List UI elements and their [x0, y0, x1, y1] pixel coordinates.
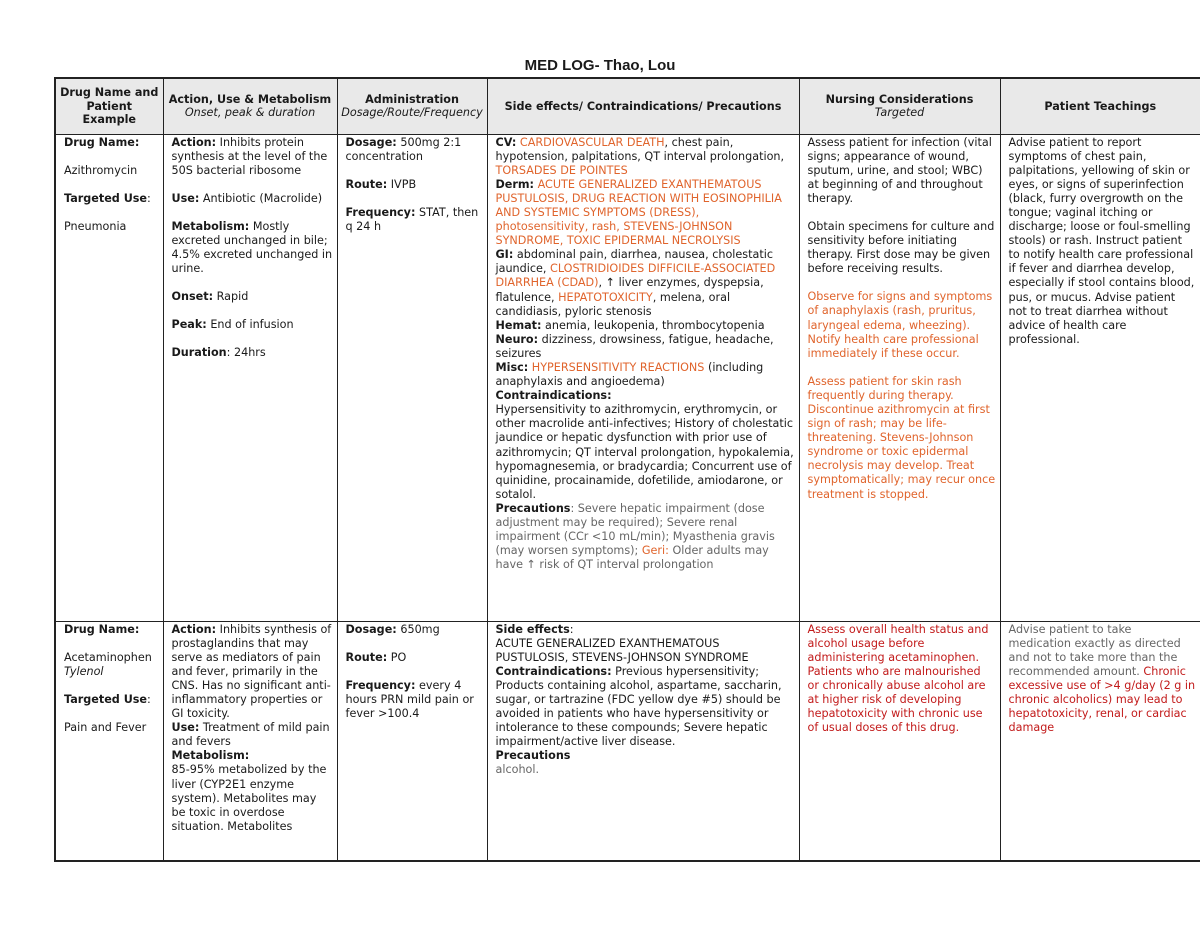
table-row — [55, 621, 1200, 861]
teachings-cell: Advise patient to report symptoms of chest pain, palpitations, yellowing of skin or eyes, or signs of superinfection (black, furry overgrowth on the tongue; vaginal itching or discharge; loose or foul-smelling stools) or rash. Instruct patient to notify health care professional if fever and diarrhea develop, especially if stool contains blood, pus, or mucus. Advise patient not to treat diarrhea without advice of health care professional. — [1000, 134, 1200, 621]
targeted-use: Pneumonia — [64, 219, 127, 233]
brand-name: Tylenol — [64, 664, 104, 678]
drug-name: Azithromycin — [64, 163, 138, 177]
side-effects-cell: CV: CARDIOVASCULAR DEATH, chest pain, hypotension, palpitations, QT interval prolongation, TORSADES DE POINTES Derm: ACUTE GENERALIZED EXANTHEMATOUS PUSTULOSIS, DRUG REACTION WITH EOSINOPHILIA AND SYSTEMIC SYMPTOMS (DRESS), photosensitivity, rash, STEVENS-JOHNSON SYNDROME, TOXIC EPIDERMAL NECROLYSIS GI: abdominal pain, diarrhea, nausea, cholestatic jaundice, CLOSTRIDIOIDES DIFFICILE-ASSOCIATED DIARRHEA (CDAD), ↑ liver enzymes, dyspepsia, flatulence, HEPATOTOXICITY, melena, oral candidiasis, pyloric stenosis Hemat: anemia, leukopenia, thrombocytopenia Neuro: dizziness, drowsiness, fatigue, headache, seizures Misc: HYPERSENSITIVITY REACTIONS (including anaphylaxis and angioedema) Contraindications: Hypersensitivity to azithromycin, erythromycin, or other macrolide anti-infectives; History of cholestatic jaundice or hepatic dysfunction with prior use of azithromycin; QT interval prolongation, hypokalemia, hypomagnesemia, or bradycardia; Concurrent use of quinidine, procainamide, dofetilide, amiodarone, or sotalol. Precautions: Severe hepatic impairment (dose adjustment may be required); Severe renal impairment (CCr <10 mL/min); Myasthenia gravis (may worsen symptoms); Geri: Older adults may have ↑ risk of QT interval prolongation — [487, 134, 799, 621]
med-log-table — [54, 77, 1200, 862]
nursing-cell: Assess patient for infection (vital signs; appearance of wound, sputum, urine, and stool; WBC) at beginning of and throughout therapy. Obtain specimens for culture and sensitivity before initiating therapy. First dose may be given before receiving results. Observe for signs and symptoms of anaphylaxis (rash, pruritus, laryngeal edema, wheezing). Notify health care professional immediately if these occur. Assess patient for skin rash frequently during therapy. Discontinue azithromycin at first sign of rash; may be life-threatening. Stevens-Johnson syndrome or toxic epidermal necrolysis may develop. Treat symptomatically; may recur once treatment is stopped. — [799, 134, 1000, 621]
administration-cell: Dosage: 650mg Route: PO Frequency: every 4 hours PRN mild pain or fever >100.4 — [337, 621, 487, 861]
header-side-effects: Side effects/ Contraindications/ Precautions — [487, 78, 799, 134]
nursing-cell: Assess overall health status and alcohol usage before administering acetaminophen. Patients who are malnourished or chronically abuse alcohol are at higher risk of developing hepatotoxicity with chronic use of usual doses of this drug. — [799, 621, 1000, 861]
drug-cell: Drug Name: Azithromycin Targeted Use: Pneumonia — [55, 134, 163, 621]
drug-cell: Drug Name: Acetaminophen Tylenol Targeted Use: Pain and Fever — [55, 621, 163, 861]
drug-name: Acetaminophen — [64, 650, 152, 664]
teachings-cell: Advise patient to take medication exactly as directed and not to take more than the recommended amount. Chronic excessive use of >4 g/day (2 g in chronic alcoholics) may lead to hepatotoxicity, renal, or cardiac damage — [1000, 621, 1200, 861]
table-row — [55, 134, 1200, 621]
targeted-use: Pain and Fever — [64, 720, 147, 734]
header-administration: Administration Dosage/Route/Frequency — [337, 78, 487, 134]
header-nursing: Nursing Considerations Targeted — [799, 78, 1000, 134]
action-cell: Action: Inhibits synthesis of prostaglandins that may serve as mediators of pain and fever, primarily in the CNS. Has no significant anti-inflammatory properties or GI toxicity. Use: Treatment of mild pain and fevers Metabolism: 85-95% metabolized by the liver (CYP2E1 enzyme system). Metabolites may be toxic in overdose situation. Metabolites — [163, 621, 337, 861]
side-effects-cell: Side effects: ACUTE GENERALIZED EXANTHEMATOUS PUSTULOSIS, STEVENS-JOHNSON SYNDROME Contraindications: Previous hypersensitivity; Products containing alcohol, aspartame, saccharin, sugar, or tartrazine (FDC yellow dye #5) should be avoided in patients who have hypersensitivity or intolerance to these compounds; Severe hepatic impairment/active liver disease. Precautions alcohol. — [487, 621, 799, 861]
administration-cell: Dosage: 500mg 2:1 concentration Route: IVPB Frequency: STAT, then q 24 h — [337, 134, 487, 621]
header-teachings: Patient Teachings — [1000, 78, 1200, 134]
header-row — [55, 78, 1200, 134]
action-cell: Action: Inhibits protein synthesis at the level of the 50S bacterial ribosome Use: Antibiotic (Macrolide) Metabolism: Mostly excreted unchanged in bile; 4.5% excreted unchanged in urine. Onset: Rapid Peak: End of infusion Duration: 24hrs — [163, 134, 337, 621]
header-drug: Drug Name and Patient Example — [55, 78, 163, 134]
page-title: MED LOG- Thao, Lou — [524, 57, 676, 74]
header-action: Action, Use & Metabolism Onset, peak & duration — [163, 78, 337, 134]
